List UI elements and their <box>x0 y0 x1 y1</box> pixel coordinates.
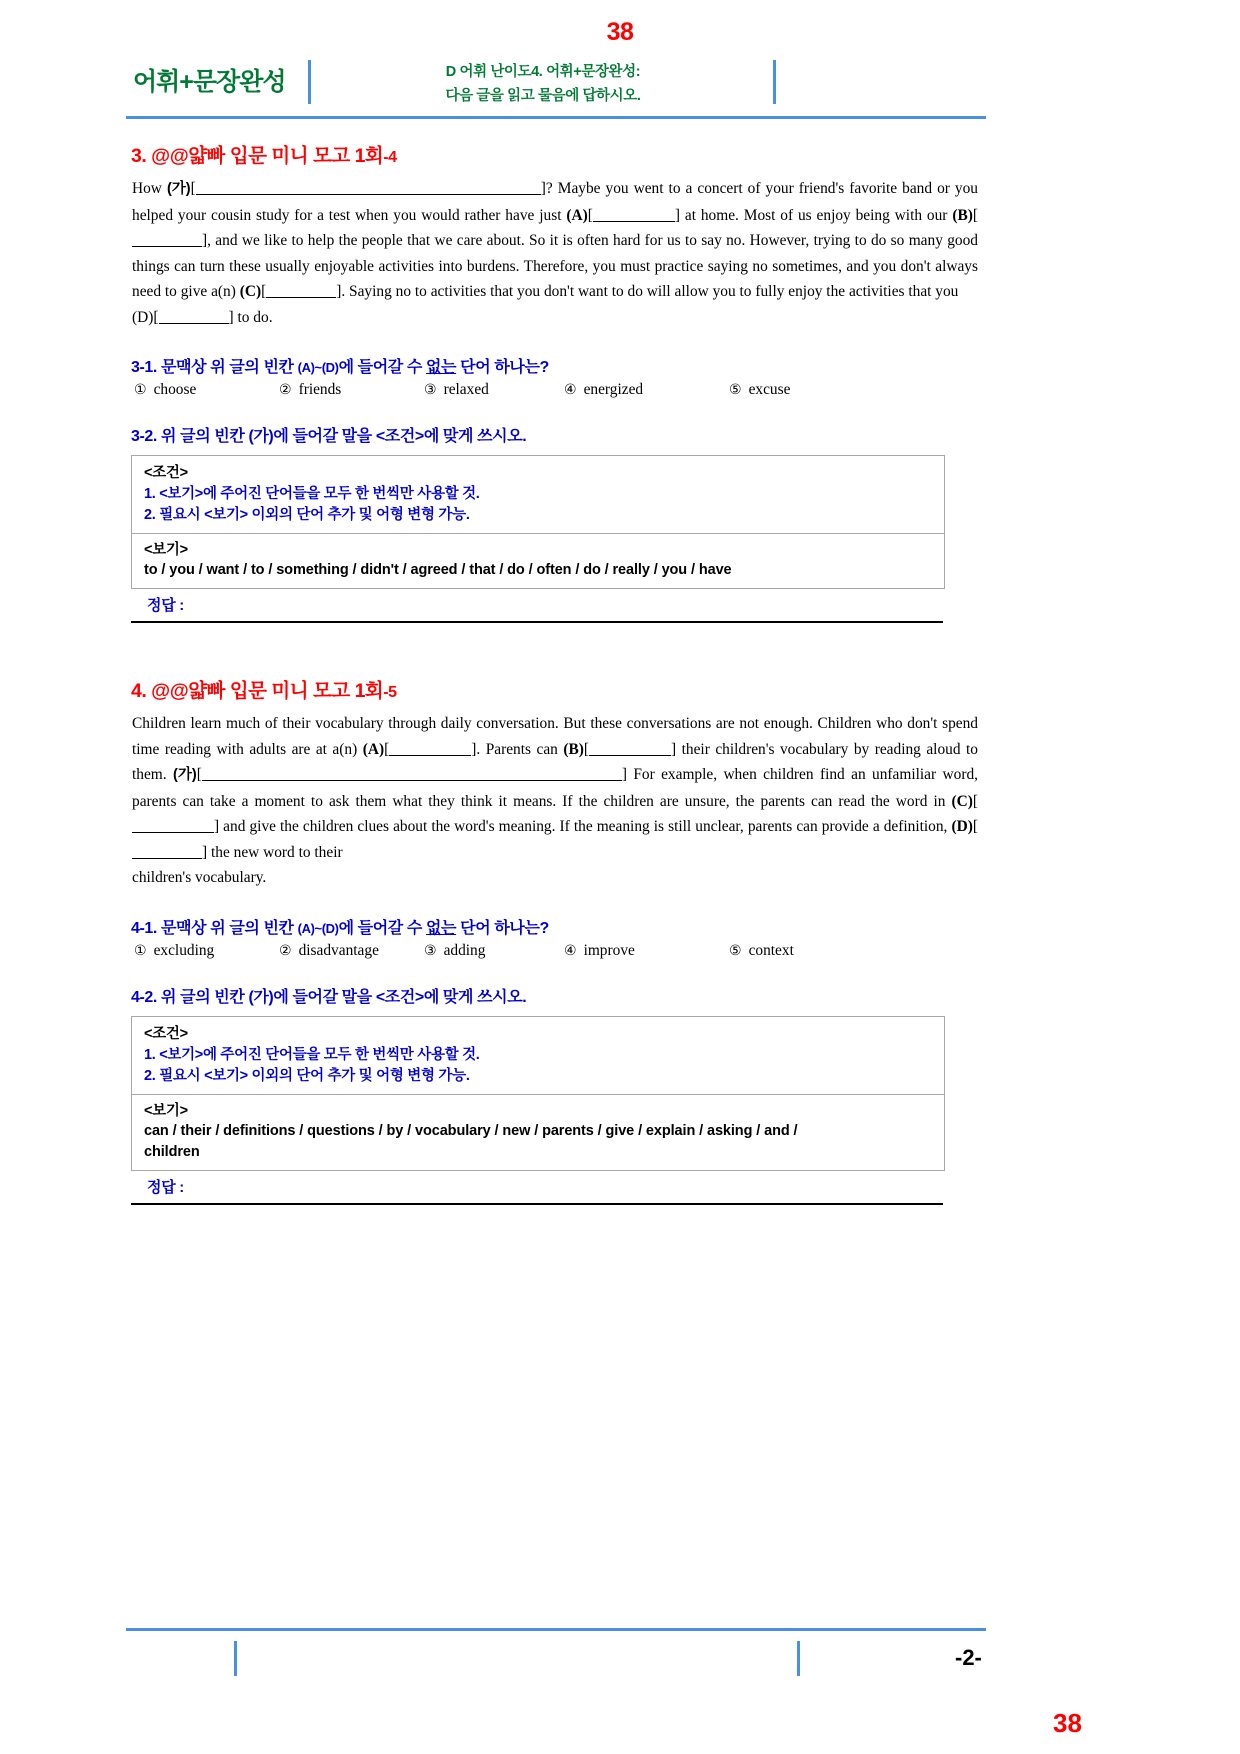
open-bracket: [ <box>972 792 978 810</box>
question-3-passage-tail <box>132 305 986 331</box>
blank-marker-ga: (가) <box>173 767 197 783</box>
choice-label: context <box>748 941 794 959</box>
answer-blank-a[interactable] <box>389 740 471 756</box>
sub-question-number: 4-1. <box>131 919 157 937</box>
choice-label: energized <box>583 381 644 398</box>
choice-label: adding <box>443 941 486 959</box>
choice-option[interactable] <box>279 942 424 960</box>
choice-number: ① <box>134 382 147 398</box>
blank-range: (A)~(D) <box>297 360 339 375</box>
answer-blank-d[interactable] <box>159 308 229 324</box>
open-bracket: [ <box>583 740 590 758</box>
header-divider-right <box>773 60 776 104</box>
choice-number: ② <box>279 382 292 398</box>
passage-text: ] and give the children clues about the word's meaning. If the meaning is still unclear, parents can provide a definition, <box>214 818 948 835</box>
answer-label: 정답 : <box>147 1178 184 1196</box>
passage-text: ]. Saying no to activities that you don't want to do will allow you to fully enjoy the activities that you <box>336 283 959 300</box>
choice-number: ③ <box>424 942 437 959</box>
question-3-passage <box>132 176 978 305</box>
passage-text: ] at home. Most of us enjoy being with our <box>674 206 948 224</box>
choice-option[interactable] <box>564 942 729 960</box>
blank-marker-b: (B) <box>952 206 973 224</box>
choice-option[interactable] <box>729 942 794 960</box>
sub-question-text: 단어 하나는? <box>460 359 549 376</box>
choice-label: excluding <box>153 941 215 959</box>
condition-heading: <조건> <box>144 465 188 481</box>
question-4-title-main: 4. @@얇빠 입문 미니 모고 1회 <box>131 680 384 702</box>
passage-text: ]? Maybe you went to a concert of your friend's favorite band or you helped your cousin study for a test when you would rather have just <box>132 180 978 224</box>
question-3-1-choices <box>134 381 986 399</box>
choice-label: relaxed <box>443 381 489 398</box>
header-instruction-line2: 다음 글을 읽고 물음에 답하시오. <box>445 88 641 104</box>
choice-number: ⑤ <box>729 942 742 959</box>
answer-blank-c[interactable] <box>266 282 336 298</box>
answer-blank-b[interactable] <box>132 231 202 247</box>
answer-label: 정답 : <box>147 597 184 614</box>
choice-option[interactable] <box>729 381 790 399</box>
question-4-passage-tail: children's vocabulary. <box>132 869 267 886</box>
wordbank-words: to / you / want / to / something / didn't / agreed / that / do / often / do / really / you / have <box>144 562 732 578</box>
passage-text: ]. Parents can <box>471 740 558 758</box>
condition-item: 2. 필요시 <보기> 이외의 단어 추가 및 어형 변형 가능. <box>144 1067 470 1084</box>
footer-rule <box>126 1628 986 1631</box>
sub-question-number: 4-2. <box>131 988 157 1006</box>
footer-divider-right <box>797 1641 800 1676</box>
choice-number: ④ <box>564 942 577 959</box>
choice-number: ⑤ <box>729 382 742 398</box>
sub-question-text: 단어 하나는? <box>460 919 549 937</box>
question-4-2-prompt <box>131 984 986 1007</box>
question-4-title <box>131 675 986 703</box>
question-3-2-prompt <box>131 423 986 446</box>
question-3-1-prompt <box>131 354 986 377</box>
blank-range: (A)~(D) <box>297 920 339 936</box>
sub-question-text: 위 글의 빈칸 (가)에 들어갈 말을 <조건>에 맞게 쓰시오. <box>161 988 527 1006</box>
choice-option[interactable] <box>134 381 279 399</box>
passage-text: ] to do. <box>228 308 273 326</box>
passage-text: How <box>132 180 162 197</box>
choice-number: ④ <box>564 382 577 398</box>
condition-heading: <조건> <box>144 1025 188 1042</box>
question-3-title <box>131 140 986 168</box>
choice-label: choose <box>153 381 197 398</box>
open-bracket: [ <box>190 180 196 197</box>
sub-question-text: 에 들어갈 수 <box>338 919 422 937</box>
open-bracket: [ <box>196 766 202 783</box>
question-3-2-condition-box <box>131 455 945 589</box>
condition-section <box>132 456 944 534</box>
wordbank-words-line2: children <box>144 1143 200 1160</box>
blank-marker-b: (B) <box>563 740 584 758</box>
question-block-3 <box>126 140 986 623</box>
wordbank-section <box>132 534 944 588</box>
blank-marker-c: (C) <box>951 792 973 810</box>
header-top-number: 38 <box>606 18 634 46</box>
header-rule <box>126 116 986 119</box>
open-bracket: [ <box>972 818 978 835</box>
condition-item: 1. <보기>에 주어진 단어들을 모두 한 번씩만 사용할 것. <box>144 486 480 502</box>
sub-question-text: 에 들어갈 수 <box>338 359 422 376</box>
question-block-4 <box>126 675 986 1205</box>
wordbank-heading: <보기> <box>144 542 188 558</box>
answer-blank-b[interactable] <box>589 740 671 756</box>
open-bracket: [ <box>153 308 159 326</box>
choice-number: ① <box>134 942 147 959</box>
answer-blank-a[interactable] <box>593 206 675 222</box>
footer-divider-left <box>234 1641 237 1676</box>
question-3-title-suffix: -4 <box>383 149 397 166</box>
choice-option[interactable] <box>134 942 279 960</box>
wordbank-words: can / their / definitions / questions / by / vocabulary / new / parents / give / explain / asking / and / <box>144 1122 798 1139</box>
question-4-2-answer-row[interactable] <box>131 1171 943 1205</box>
blank-marker-a: (A) <box>362 740 385 758</box>
footer-corner-number: 38 <box>1053 1708 1082 1738</box>
choice-option[interactable] <box>424 381 564 399</box>
open-bracket: [ <box>972 206 978 224</box>
passage-text: Children learn much of their vocabulary through daily conversation. But these conversations are not enough. Children who don't spend time reading with adults are at a(n) <box>132 715 978 758</box>
sub-question-number: 3-1. <box>131 359 157 376</box>
question-4-title-suffix: -5 <box>383 684 397 701</box>
answer-blank-d[interactable] <box>132 843 202 859</box>
open-bracket: [ <box>261 283 267 300</box>
sub-question-emphasis: 없는 <box>425 359 457 376</box>
sub-question-text: 문맥상 위 글의 빈칸 <box>161 919 294 937</box>
header-instruction-line1: D 어휘 난이도4. 어휘+문장완성: <box>445 64 641 80</box>
choice-option[interactable] <box>424 942 564 960</box>
open-bracket: [ <box>587 206 593 224</box>
passage-text: ] For example, when children find an unfamiliar word, parents can take a moment to ask them what they think it means. If the children are unsure, the parents can read the word in <box>132 766 978 810</box>
choice-label: friends <box>298 381 342 398</box>
wordbank-heading: <보기> <box>144 1102 188 1119</box>
question-3-title-main: 3. @@얇빠 입문 미니 모고 1회 <box>131 145 384 167</box>
choice-option[interactable] <box>564 381 729 399</box>
footer-page-number: -2- <box>955 1645 982 1670</box>
passage-text: ] their children's vocabulary by reading aloud to them. <box>132 740 978 783</box>
blank-marker-d: (D) <box>132 308 154 326</box>
sub-question-text: 위 글의 빈칸 (가)에 들어갈 말을 <조건>에 맞게 쓰시오. <box>161 428 527 445</box>
page-content <box>126 140 986 1205</box>
sub-question-emphasis: 없는 <box>425 919 457 937</box>
passage-text: ] the new word to their <box>202 843 343 861</box>
blank-marker-d: (D) <box>951 818 973 835</box>
blank-marker-c: (C) <box>239 283 262 300</box>
condition-section <box>132 1017 944 1095</box>
question-4-1-choices <box>134 942 986 960</box>
blank-marker-ga: (가) <box>166 181 191 197</box>
header-instruction <box>323 60 763 108</box>
section-spacer <box>126 623 986 675</box>
condition-item: 2. 필요시 <보기> 이외의 단어 추가 및 어형 변형 가능. <box>144 507 470 523</box>
condition-item: 1. <보기>에 주어진 단어들을 모두 한 번씩만 사용할 것. <box>144 1046 480 1063</box>
choice-label: improve <box>583 941 635 959</box>
answer-blank-ga[interactable] <box>202 765 622 781</box>
blank-marker-a: (A) <box>566 206 588 224</box>
header-divider-left <box>308 60 311 104</box>
question-4-passage <box>132 711 978 865</box>
question-4-2-condition-box <box>131 1016 945 1171</box>
choice-number: ③ <box>424 382 437 398</box>
choice-label: excuse <box>748 381 791 398</box>
passage-text: ], and we like to help the people that we care about. So it is often hard for us to say no. However, trying to do so many good things can turn these usually enjoyable activities into burdens. Therefore, you must practice saying no sometimes, and you don't always need to give a(n) <box>132 232 978 300</box>
header-subject-label: 어휘+문장완성 <box>133 68 286 96</box>
choice-option[interactable] <box>279 381 424 399</box>
open-bracket: [ <box>384 740 390 758</box>
question-4-1-prompt <box>131 915 986 938</box>
choice-number: ② <box>279 942 292 959</box>
question-3-2-answer-row[interactable] <box>131 589 943 623</box>
wordbank-section <box>132 1095 944 1170</box>
choice-label: disadvantage <box>298 941 379 959</box>
answer-blank-ga[interactable] <box>196 179 541 195</box>
answer-blank-c[interactable] <box>132 817 214 833</box>
sub-question-text: 문맥상 위 글의 빈칸 <box>161 359 294 376</box>
page-header <box>133 18 1107 118</box>
sub-question-number: 3-2. <box>131 428 157 445</box>
